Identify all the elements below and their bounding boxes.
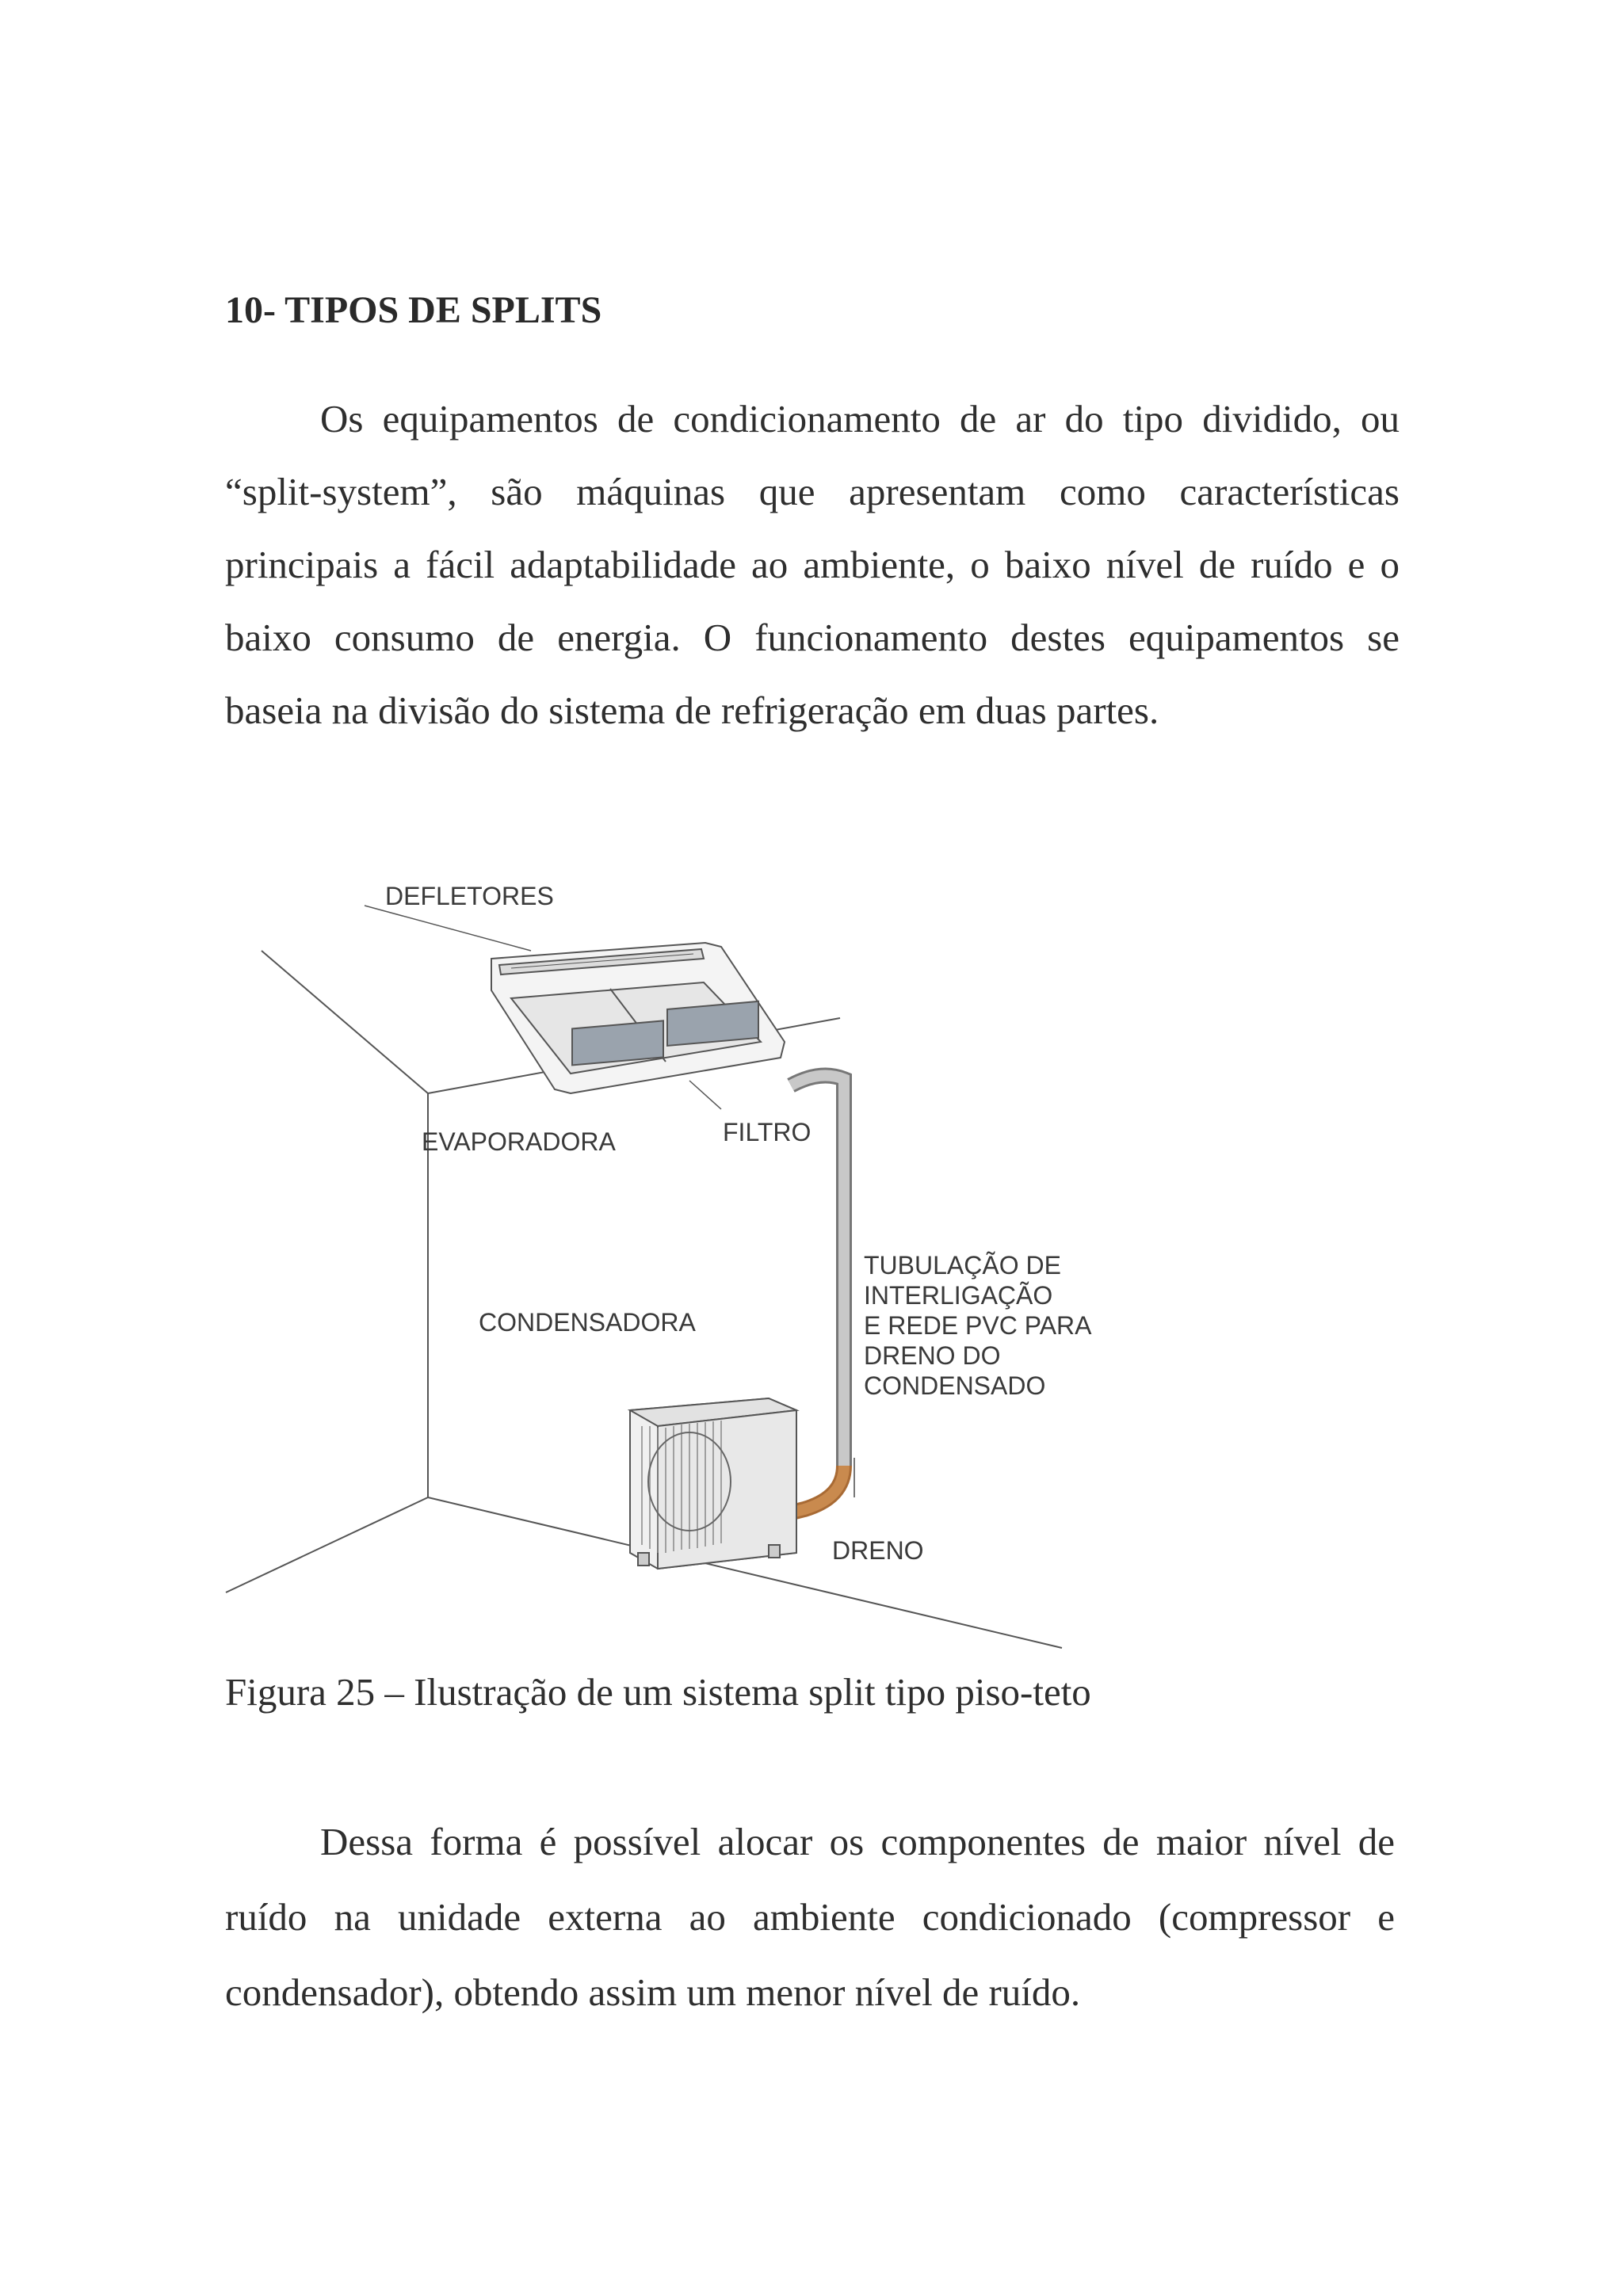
condenser-unit xyxy=(630,1398,796,1569)
label-evaporadora: EVAPORADORA xyxy=(422,1127,616,1156)
label-tubulacao-2: INTERLIGAÇÃO xyxy=(864,1281,1053,1310)
split-system-illustration xyxy=(214,871,1117,1664)
label-dreno: DRENO xyxy=(832,1536,924,1565)
label-defletores: DEFLETORES xyxy=(385,882,554,910)
filter-left xyxy=(572,1020,663,1065)
paragraph-intro: Os equipamentos de condicionamento de ar do tipo dividido, ou “split-system”, são máquinas que apresentam como características principais a fácil adaptabilidade ao ambiente, o baixo nível de ruído e o baixo consumo de energia. O funcionamento destes equipamentos se baseia na divisão do sistema de refrigeração em duas partes. xyxy=(225,397,1400,732)
section-heading: 10- TIPOS DE SPLITS xyxy=(225,289,602,331)
paragraph-conclusion: Dessa forma é possível alocar os componentes de maior nível de ruído na unidade externa ao ambiente condicionado (compressor e condensador), obtendo assim um menor nível de ruído. xyxy=(225,1820,1395,2014)
label-tubulacao-1: TUBULAÇÃO DE xyxy=(864,1251,1061,1280)
filter-right xyxy=(667,1001,758,1046)
label-tubulacao-3: E REDE PVC PARA xyxy=(864,1311,1092,1340)
label-condensadora: CONDENSADORA xyxy=(479,1308,696,1337)
evaporator-unit xyxy=(491,943,785,1093)
label-filtro: FILTRO xyxy=(723,1118,812,1146)
label-tubulacao-5: CONDENSADO xyxy=(864,1371,1046,1400)
label-tubulacao-4: DRENO DO xyxy=(864,1341,1001,1370)
figure-caption: Figura 25 – Ilustração de um sistema split tipo piso-teto xyxy=(225,1670,1091,1714)
